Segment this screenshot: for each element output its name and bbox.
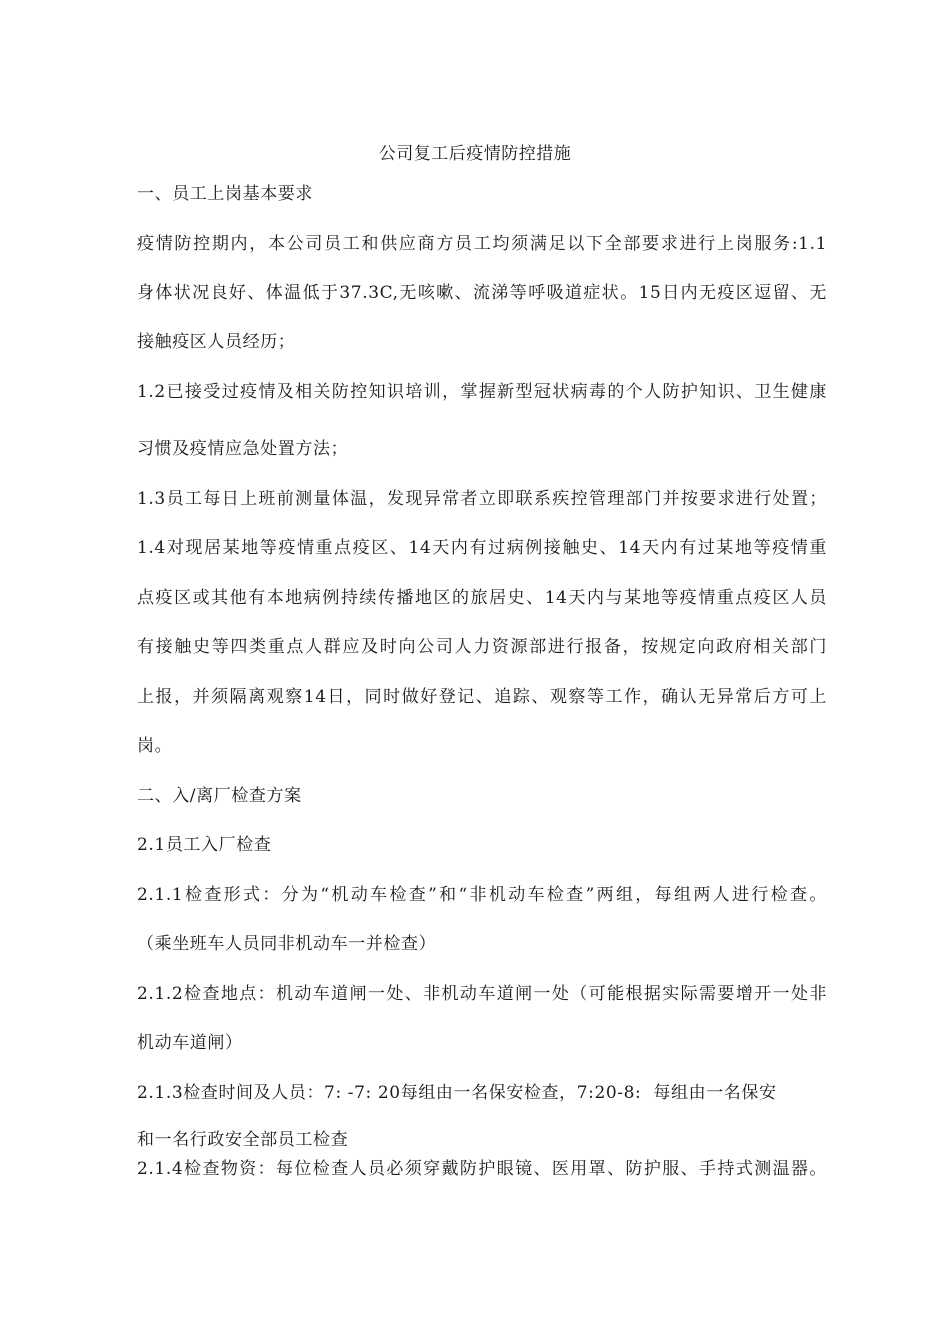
paragraph-line: 2.1.4检查物资：每位检查人员必须穿戴防护眼镜、医用罩、防护服、手持式测温器。 [137,1159,827,1179]
section-heading-2: 二、入/离厂检查方案 [137,786,302,806]
paragraph-line: 2.1.2检查地点：机动车道闸一处、非机动车道闸一处（可能根据实际需要增开一处非 [137,984,827,1004]
paragraph-line: （乘坐班车人员同非机动车一并检查） [137,934,437,954]
document-title: 公司复工后疫情防控措施 [378,144,572,164]
paragraph-line: 上报，并须隔离观察14日，同时做好登记、追踪、观察等工作，确认无异常后方可上 [137,687,827,707]
subsection-heading: 2.1员工入厂检查 [137,835,272,855]
paragraph-line: 点疫区或其他有本地病例持续传播地区的旅居史、14天内与某地等疫情重点疫区人员 [137,588,827,608]
paragraph-line: 1.3员工每日上班前测量体温，发现异常者立即联系疾控管理部门并按要求进行处置； [137,489,827,509]
paragraph-line: 1.2已接受过疫情及相关防控知识培训，掌握新型冠状病毒的个人防护知识、卫生健康 [137,382,827,402]
paragraph-line: 机动车道闸） [137,1033,243,1053]
paragraph-line: 身体状况良好、体温低于37.3C,无咳嗽、流涕等呼吸道症状。15日内无疫区逗留、无 [137,283,827,303]
paragraph-line: 疫情防控期内，本公司员工和供应商方员工均须满足以下全部要求进行上岗服务:1.1 [137,234,827,254]
paragraph-line: 2.1.1检查形式：分为“机动车检查”和“非机动车检查”两组，每组两人进行检查。 [137,885,827,905]
paragraph-line: 接触疫区人员经历； [137,332,296,352]
paragraph-line: 有接触史等四类重点人群应及时向公司人力资源部进行报备，按规定向政府相关部门 [137,637,827,657]
paragraph-line: 2.1.3检查时间及人员：7: -7: 20每组由一名保安检查，7:20-8: 每组由一名保安 [137,1083,777,1103]
paragraph-line: 1.4对现居某地等疫情重点疫区、14天内有过病例接触史、14天内有过某地等疫情重 [137,538,827,558]
section-heading-1: 一、员工上岗基本要求 [137,184,313,204]
paragraph-line: 习惯及疫情应急处置方法； [137,439,349,459]
paragraph-line: 岗。 [137,736,173,756]
paragraph-line: 和一名行政安全部员工检查 [137,1130,349,1150]
